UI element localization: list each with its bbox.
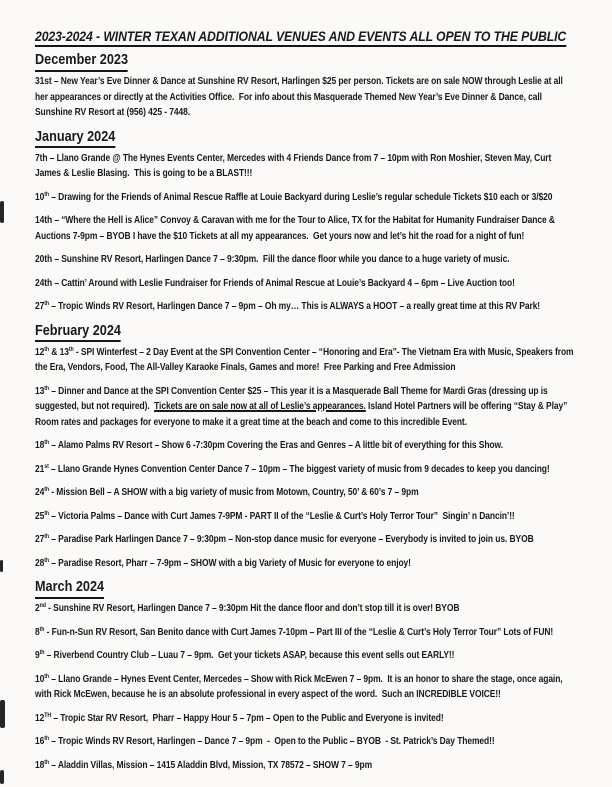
event-text-main: - SPI Winterfest – 2 Day Event at the SPI Convention Center – “Honoring and Era”- The Vietnam Era with Music, Speakers from the Era, Vendors, Food, The All-Valley Karaoke Finals, Games and more! Free Parking and Free Admission (35, 346, 576, 373)
event-item (35, 384, 575, 431)
event-text (52, 278, 515, 289)
event-day (35, 650, 44, 661)
event-text-main: – Tropic Star RV Resort, Pharr – Happy Hour 5 – 7pm – Open to the Public and Everyone is invited! (51, 712, 444, 724)
event-text (44, 627, 553, 638)
event-item (35, 345, 575, 376)
event-day (35, 347, 74, 358)
event-text-main: – Llano Grande – Hynes Event Center, Mercedes – Show with Rick McEwen 7 – 9pm. It is an honor to share the stage, once again, with Rick McEwen, because he is an absolute professional in every aspect of the word. Such an INCREDIBLE VOICE!! (35, 673, 565, 700)
month-heading-text: March 2024 (35, 579, 104, 599)
event-day-ordinal: th (44, 385, 50, 392)
event-text (49, 487, 419, 498)
month-heading-text: February 2024 (35, 323, 121, 343)
event-day-ordinal: TH (44, 712, 52, 719)
event-text (49, 736, 495, 747)
event-item (35, 438, 575, 454)
event-text (49, 760, 372, 771)
event-text-main: - Sunshine RV Resort, Harlingen Dance 7 – 9:30pm Hit the dance floor and don’t stop till it is over! BYOB (45, 603, 460, 614)
event-text (49, 511, 515, 522)
event-day-number: 18 (35, 440, 45, 451)
document-title-text: 2023-2024 - WINTER TEXAN ADDITIONAL VENUES AND EVENTS ALL OPEN TO THE PUBLIC (35, 28, 566, 47)
event-text-main: – “Where the Hell is Alice” Convoy & Caravan with me for the Tour to Alice, TX for the Habitat for Humanity Fundraiser Dance & Auctions 7-9pm – BYOB I have the $10 Tickets at all my appearances. Get yours now and let’s hit the road for a night of fun! (35, 215, 557, 242)
event-text-main: - Fun-n-Sun RV Resort, San Benito dance with Curt James 7-10pm – Part III of the “Leslie & Curt’s Holy Terror Tour” Lots of FUN! (44, 626, 554, 638)
event-day (35, 278, 52, 289)
document-title (35, 28, 575, 45)
event-day-number: 31st (35, 76, 52, 87)
event-text (49, 440, 503, 451)
month-events (35, 74, 575, 121)
event-item (35, 213, 575, 244)
event-text (35, 76, 565, 118)
event-day-separator: & (49, 346, 60, 358)
month-heading-text: December 2023 (35, 52, 128, 72)
event-item (35, 190, 575, 206)
event-item (35, 151, 575, 182)
event-day-number: 13 (35, 385, 45, 397)
event-day-number: 21 (35, 463, 45, 475)
event-text-main: – Paradise Park Harlingen Dance 7 – 9:30pm – Non-stop dance music for everyone – Everybody is invited to join us. BYOB (49, 534, 534, 545)
event-item (35, 252, 575, 268)
event-item (35, 556, 575, 572)
event-text (49, 558, 411, 569)
event-text-main: – Victoria Palms – Dance with Curt James 7-9PM - PART II of the “Leslie & Curt’s Holy Terror Tour” Singin’ n Dancin’!! (49, 510, 515, 522)
event-text-underlined: Tickets are on sale now at all of Leslie’s appearances. (154, 401, 366, 412)
event-day-number: 27 (35, 534, 45, 545)
event-item (35, 734, 575, 750)
event-day-number: 10 (35, 673, 45, 685)
event-text-main: – Sunshine RV Resort, Harlingen Dance 7 – 9:30pm. Fill the dance floor while you dance to a huge variety of music. (52, 254, 510, 265)
event-day-ordinal: nd (39, 602, 46, 609)
month-heading (35, 52, 575, 68)
month-heading-text: January 2024 (35, 129, 115, 149)
event-day (35, 511, 49, 522)
event-text-main: – Aladdin Villas, Mission – 1415 Aladdin Blvd, Mission, TX 78572 – SHOW 7 – 9pm (49, 759, 373, 771)
document-body (35, 52, 575, 773)
event-text-main: – Paradise Resort, Pharr – 7-9pm – SHOW with a big Variety of Music for everyone to enjoy! (49, 557, 411, 569)
event-day-ordinal: th (44, 300, 50, 307)
event-text-after-underline: Island Hotel Partners will be offering “Stay & Play” Room rates and packages for everyone to make it a great time at the beach and come to this incredible Event. (35, 401, 570, 428)
event-day-number: 12 (35, 712, 45, 724)
event-day-ordinal: th (44, 557, 50, 564)
event-text-main: – Drawing for the Friends of Animal Rescue Raffle at Louie Backyard during Leslie’s regular schedule Tickets $10 each or 3/$20 (49, 191, 553, 203)
event-day-number: 28 (35, 557, 45, 569)
event-day-number: 24 (35, 487, 45, 498)
event-day-ordinal: th (44, 439, 50, 446)
event-text (51, 713, 444, 724)
event-item (35, 509, 575, 525)
event-day (35, 440, 49, 451)
month-section (35, 323, 575, 572)
event-text-main: – Llano Grande Hynes Convention Center Dance 7 – 10pm – The biggest variety of music from 9 decades to keep you dancing! (48, 463, 550, 475)
event-day (35, 713, 51, 724)
event-day (35, 674, 49, 685)
event-text-main: – Riverbend Country Club – Luau 7 – 9pm. Get your tickets ASAP, because this event sells out EARLY!! (44, 650, 455, 661)
document-content (35, 28, 575, 773)
event-day-number: 2 (35, 603, 40, 614)
event-text (35, 215, 557, 242)
scan-artifact (0, 201, 4, 223)
event-day-number: 7th (35, 152, 48, 164)
event-item (35, 625, 575, 641)
event-day (35, 487, 49, 498)
event-day (35, 386, 49, 397)
event-text-main: - Mission Bell – A SHOW with a big variety of music from Motown, Country, 50’ & 60’s 7 – 9pm (49, 487, 419, 498)
event-item (35, 532, 575, 548)
event-day (35, 215, 52, 226)
event-day-ordinal: th (39, 626, 45, 633)
event-day (35, 192, 49, 203)
event-item (35, 276, 575, 292)
event-day-ordinal-2: th (68, 346, 74, 353)
event-item (35, 758, 575, 774)
month-section (35, 129, 575, 315)
month-section (35, 579, 575, 773)
event-day-number: 24th (35, 277, 53, 289)
event-day (35, 627, 44, 638)
event-text (49, 464, 550, 475)
event-text (46, 603, 460, 614)
event-day-number: 14th (35, 215, 53, 226)
scan-artifact (0, 770, 4, 784)
event-text-main: – Alamo Palms RV Resort – Show 6 -7:30pm Covering the Eras and Genres – A little bit of everything for this Show. (49, 440, 503, 451)
event-text-main: – Tropic Winds RV Resort, Harlingen Dance 7 – 9pm – Oh my… This is ALWAYS a HOOT – a really great time at this RV Park! (49, 301, 541, 312)
month-events (35, 151, 575, 315)
event-day-ordinal: th (44, 346, 50, 353)
month-events (35, 601, 575, 773)
event-day (35, 736, 49, 747)
event-day (35, 153, 47, 164)
event-day-number: 20th (35, 254, 53, 265)
event-day-number: 12 (35, 346, 45, 358)
event-text-main: – New Year’s Eve Dinner & Dance at Sunshine RV Resort, Harlingen $25 per person. Tickets are on sale NOW through Leslie at all her appearances or directly at the Activities Office. For info about this Masquerade Themed New Year’s Eve Dinner & Dance, call Sunshine RV Resort at (956) 425 - 7448. (35, 76, 566, 118)
event-day (35, 254, 52, 265)
event-text (52, 254, 509, 265)
month-events (35, 345, 575, 572)
event-day-ordinal: th (44, 191, 50, 198)
event-day (35, 301, 49, 312)
event-day-number: 10 (35, 191, 45, 203)
event-day-ordinal: st (44, 463, 49, 470)
scan-artifact (0, 700, 5, 728)
event-day-ordinal: th (44, 486, 50, 493)
event-text-before-underline: – Dinner and Dance at the SPI Convention Center $25 – This year it is a Masquerade Ball Theme for Mardi Gras (dressing up is suggested, but not required). (35, 385, 550, 412)
event-text (44, 650, 454, 661)
event-text (49, 301, 540, 312)
event-day-ordinal: th (39, 649, 45, 656)
event-day (35, 464, 49, 475)
event-day-number: 16 (35, 736, 45, 747)
event-item (35, 462, 575, 478)
event-day-ordinal: th (44, 533, 50, 540)
event-text (35, 347, 576, 374)
event-day-number: 27 (35, 301, 45, 312)
event-text (49, 534, 534, 545)
event-text-main: – Tropic Winds RV Resort, Harlingen – Dance 7 – 9pm - Open to the Public – BYOB - St. Patrick’s Day Themed!! (49, 736, 495, 747)
event-day (35, 534, 49, 545)
month-heading (35, 129, 575, 145)
event-day-number: 25 (35, 510, 45, 522)
event-item (35, 299, 575, 315)
event-day-ordinal: th (44, 510, 50, 517)
event-item (35, 485, 575, 501)
event-text (35, 386, 570, 428)
event-day-ordinal: th (44, 759, 50, 766)
event-item (35, 672, 575, 703)
event-item (35, 601, 575, 617)
event-text-main: – Cattin’ Around with Leslie Fundraiser for Friends of Animal Rescue at Louie’s Backyard 4 – 6pm – Live Auction too! (52, 277, 515, 289)
event-day (35, 603, 46, 614)
month-section (35, 52, 575, 121)
event-day-number: 9 (35, 650, 40, 661)
event-day (35, 760, 49, 771)
event-day (35, 76, 52, 87)
event-day-ordinal: th (44, 735, 50, 742)
event-day-number: 18 (35, 759, 45, 771)
event-item (35, 648, 575, 664)
event-text (35, 153, 554, 180)
event-text (35, 674, 565, 701)
event-text (49, 192, 552, 203)
event-item (35, 711, 575, 727)
event-item (35, 74, 575, 121)
event-day (35, 558, 49, 569)
event-day-number: 8 (35, 626, 40, 638)
event-text-main: – Llano Grande @ The Hynes Events Center, Mercedes with 4 Friends Dance from 7 – 10pm with Ron Moshier, Steven May, Curt James & Leslie Blasing. This is going to be a BLAST!!! (35, 152, 554, 179)
event-day-number-2: 13 (59, 346, 69, 358)
month-heading (35, 323, 575, 339)
scan-artifact (0, 560, 3, 572)
month-heading (35, 579, 575, 595)
event-day-ordinal: th (44, 673, 50, 680)
